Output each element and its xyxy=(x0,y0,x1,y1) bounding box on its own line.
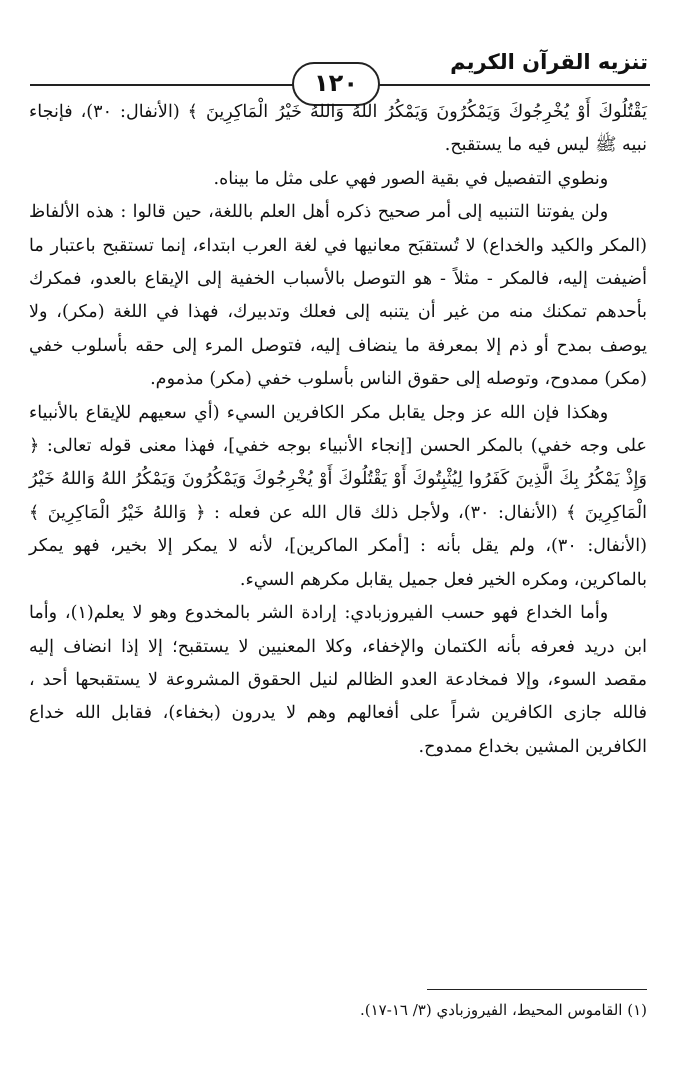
paragraph: وهكذا فإن الله عز وجل يقابل مكر الكافرين السيء (أي سعيهم للإيقاع بالأنبياء على وجه خفي) بالمكر الحسن [إنجاء الأنبياء بوجه خفي]، فهذا معنى قوله تعالى: ﴿ وَإِذْ يَمْكُرُ بِكَ الَّذِينَ كَفَرُوا لِيُثْبِتُوكَ أَوْ يَقْتُلُوكَ أَوْ يُخْرِجُوكَ وَيَمْكُرُونَ وَيَمْكُرُ اللهُ وَاللهُ خَيْرُ الْمَاكِرِينَ ﴾ (الأنفال: ٣٠)، ولأجل ذلك قال الله عن فعله : ﴿ وَاللهُ خَيْرُ الْمَاكِرِينَ ﴾ (الأنفال: ٣٠)، ولم يقل بأنه : [أمكر الماكرين]، لأنه لا يمكر إلا بخير، فهو يمكر بالماكرين، ومكره الخير فعل جميل يقابل مكرهم السيء. xyxy=(29,402,648,590)
footnote: (١) القاموس المحيط، الفيروزبادي (٣/ ١٦-١٧). xyxy=(359,1001,647,1019)
page-number: ١٢٠ xyxy=(292,62,380,106)
page-header xyxy=(30,44,650,97)
page-body xyxy=(29,96,647,764)
paragraph: ونطوي التفصيل في بقية الصور فهي على مثل ما بيناه. xyxy=(213,168,609,189)
paragraph: ولن يفوتنا التنبيه إلى أمر صحيح ذكره أهل العلم باللغة، حين قالوا : هذه الألفاظ (المكر والكيد والخداع) لا تُستقبَح معانيها في لغة العرب ابتداء، إنما تستقبح باعتبار ما أضيفت إليه، فالمكر - مثلاً - هو التوصل بالأسباب الخفية إلى الإيقاع بالعدو، فمكرك بأحدهم تمكنك منه من غير أن يتنبه إلى فعلك وتدبيرك، فهذا في اللغة (مكر)، ولا يوصف بمدح أو ذم إلا بمعرفة ما ينضاف إليه، فتوصل المرء إلى حقه بأسلوب خفي (مكر) ممدوح، وتوصله إلى حقوق الناس بأسلوب خفي (مكر) مذموم. xyxy=(29,202,647,390)
paragraph-verse-continuation: يَقْتُلُوكَ أَوْ يُخْرِجُوكَ وَيَمْكُرُونَ وَيَمْكُرُ اللهُ وَاللهُ خَيْرُ الْمَاكِرِينَ ﴾ (الأنفال: ٣٠)، فإنجاء نبيه ﷺ ليس فيه ما يستقبح. xyxy=(29,102,647,156)
book-title: تنزيه القرآن الكريم xyxy=(450,50,648,74)
footnote-divider xyxy=(427,989,647,990)
paragraph: وأما الخداع فهو حسب الفيروزبادي: إرادة الشر بالمخدوع وهو لا يعلم(١)، وأما ابن دريد فعرفه بأنه الكتمان والإخفاء، وكلا المعنيين لا يستقبح؛ إلا إذا انضاف إليه مقصد السوء، وإلا فمخادعة العدو الظالم لنيل الحقوق المشروعة لا يستقبحها أحد ، فالله جازى الكافرين شراً على أفعالهم وهم لا يدرون (بخفاء)، فقابل الله خداع الكافرين المشين بخداع ممدوح. xyxy=(29,603,647,757)
